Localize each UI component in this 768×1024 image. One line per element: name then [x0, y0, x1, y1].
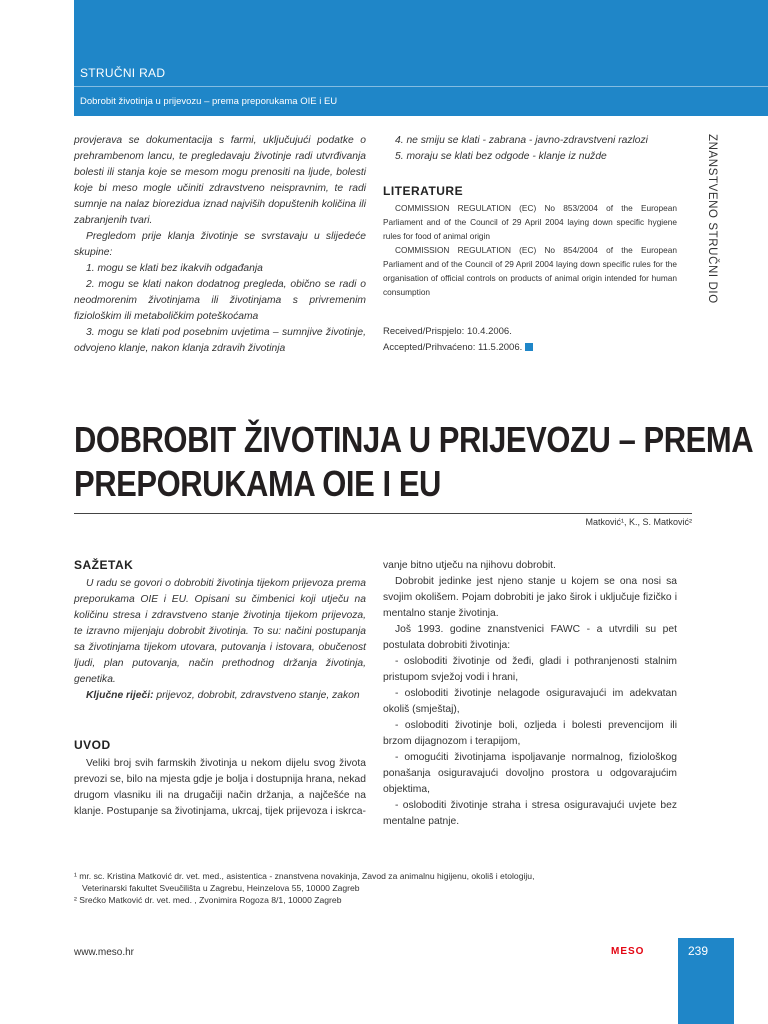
- prev-list-item: 3. mogu se klati pod posebnim uvjetima – sumnjive životinje, odvojeno klanje, nakon klanja zdravih životinja: [74, 327, 366, 354]
- literature-item: COMMISSION REGULATION (EC) No 854/2004 of the European Parliament and of the Council of 29 April 2004 laying down specific rules for the organisation of official controls on products of animal origin intended for human consumption: [383, 245, 677, 297]
- footnote: ² Srećko Matković dr. vet. med. , Zvonimira Rogoza 8/1, 10000 Zagreb: [74, 895, 342, 905]
- running-title: Dobrobit životinja u prijevozu – prema preporukama OIE i EU: [80, 96, 338, 107]
- side-tab-label: ZNANSTVENO STRUČNI DIO: [706, 134, 718, 304]
- uvod-text: [74, 756, 366, 820]
- postulate-item: - osloboditi životinje straha i stresa osiguravajući uvjete bez mentalne patnje.: [383, 800, 677, 827]
- prev-list-item: 2. mogu se klati nakon dodatnog pregleda, obično se radi o neodmorenim životinjama ili životinjama s privremenim fiziološkim ili metaboličkim poteškoćama: [74, 279, 366, 322]
- prev-list-item: 1. mogu se klati bez ikakvih odgađanja: [86, 263, 263, 274]
- article-title: [74, 418, 754, 506]
- keywords-line: [74, 688, 366, 704]
- prev-list-item: 5. moraju se klati bez odgode - klanje iz nužde: [395, 151, 607, 162]
- footer-url[interactable]: www.meso.hr: [74, 947, 135, 958]
- page-number: 239: [687, 944, 709, 958]
- literature-list: [383, 201, 677, 299]
- postulate-item: - osloboditi životinje od žeđi, gladi i pothranjenosti stalnim pristupom svježoj vodi i hrani,: [383, 656, 677, 683]
- prev-paragraph: Pregledom prije klanja životinje se svrstavaju u slijedeće skupine:: [74, 231, 366, 258]
- authors: Matković¹, K., S. Matković²: [585, 517, 692, 527]
- literature-heading: LITERATURE: [383, 184, 464, 198]
- keywords-label: Ključne riječi:: [86, 690, 154, 701]
- article-right-column: [383, 558, 677, 830]
- journal-logo: MESO: [611, 946, 645, 957]
- received-date: Received/Prispjelo: 10.4.2006.: [383, 326, 512, 337]
- side-tab: [705, 134, 719, 304]
- footnote: Veterinarski fakultet Sveučilišta u Zagrebu, Heinzelova 55, 10000 Zagreb: [82, 883, 360, 893]
- literature-item: COMMISSION REGULATION (EC) No 853/2004 of the European Parliament and of the Council of 29 April 2004 laying down specific hygiene rules for food of animal origin: [383, 203, 677, 241]
- article-title-line1: DOBROBIT ŽIVOTINJA U PRIJEVOZU – PREMA: [74, 419, 754, 460]
- body-paragraph: Dobrobit jedinke jest njeno stanje u kojem se ona nosi sa svojim okolišem. Pojam dobrobiti je jako širok i uključuje fizičko i mentalno stanje životinja.: [383, 576, 677, 619]
- postulate-item: - osloboditi životinje boli, ozljeda i bolesti prevencijom ili brzom dijagnozom i terapijom,: [383, 720, 677, 747]
- header-divider: [74, 86, 768, 87]
- end-mark-icon: [525, 343, 533, 351]
- title-rule: [74, 513, 692, 514]
- keywords: prijevoz, dobrobit, zdravstveno stanje, zakon: [153, 690, 360, 701]
- uvod-heading: UVOD: [74, 738, 111, 752]
- accepted-line: [383, 342, 533, 353]
- footnote: ¹ mr. sc. Kristina Matković dr. vet. med., asistentica - znanstvena novakinja, Zavod za animalnu higijenu, okoliš i etologiju,: [74, 871, 535, 881]
- sazetak-heading: SAŽETAK: [74, 558, 134, 572]
- prev-article-right-column: [383, 133, 679, 165]
- postulate-item: - omogućiti životinjama ispoljavanje normalnog, fiziološkog ponašanja osiguravajući dovoljno prostora u odgovarajućim objektima,: [383, 752, 677, 795]
- footnotes: [74, 870, 684, 906]
- section-label: STRUČNI RAD: [80, 66, 166, 80]
- body-paragraph: Još 1993. godine znanstvenici FAWC - a utvrdili su pet postulata dobrobiti životinja:: [383, 624, 677, 651]
- accepted-date: Accepted/Prihvaćeno: 11.5.2006.: [383, 342, 523, 353]
- article-title-line2: PREPORUKAMA OIE I EU: [74, 463, 441, 504]
- postulate-item: - osloboditi životinje nelagode osiguravajući im adekvatan okoliš (smještaj),: [383, 688, 677, 715]
- prev-article-left-column: [74, 133, 366, 357]
- abstract-text: U radu se govori o dobrobiti životinja tijekom prijevoza prema preporukama OIE i EU. Opisani su čimbenici koji utječu na količinu stresa i zdravstveno stanje životinja tijekom prijevoza, te izravno mijenjaju dobrobit životinja. To su: načini postupanja sa životinjama tijekom utovara, putovanja i istovara, obučenost ljudi, plan putovanja, način prethodnog držanja životinja, genetika.: [74, 578, 366, 685]
- prev-list-item: 4. ne smiju se klati - zabrana - javno-zdravstveni razlozi: [395, 135, 648, 146]
- body-paragraph: vanje bitno utječu na njihovu dobrobit.: [383, 560, 556, 571]
- prev-paragraph: provjerava se dokumentacija s farmi, uključujući podatke o prehrambenom lancu, te pregledavaju životinje radi utvrđivanja bolesti ili stanja koje se mesom mogu prenositi na ljude, bolesti koje bi meso mogle učiniti zdravstveno neispravnim, te radi sumnje na nalaz biorezidua iznad najviših dopuštenih količina ili zabranjenih tvari.: [74, 135, 366, 226]
- uvod-paragraph: Veliki broj svih farmskih životinja u nekom dijelu svog života prevozi se, bilo na mjesta gdje je bolja i dostupnija hrana, nekad drugom vlasniku ili na drugačiji način držanja, a najčešće na klanje. Postupanje sa životinjama, ukrcaj, tijek prijevoza i iskrca-: [74, 758, 366, 817]
- abstract: [74, 576, 366, 704]
